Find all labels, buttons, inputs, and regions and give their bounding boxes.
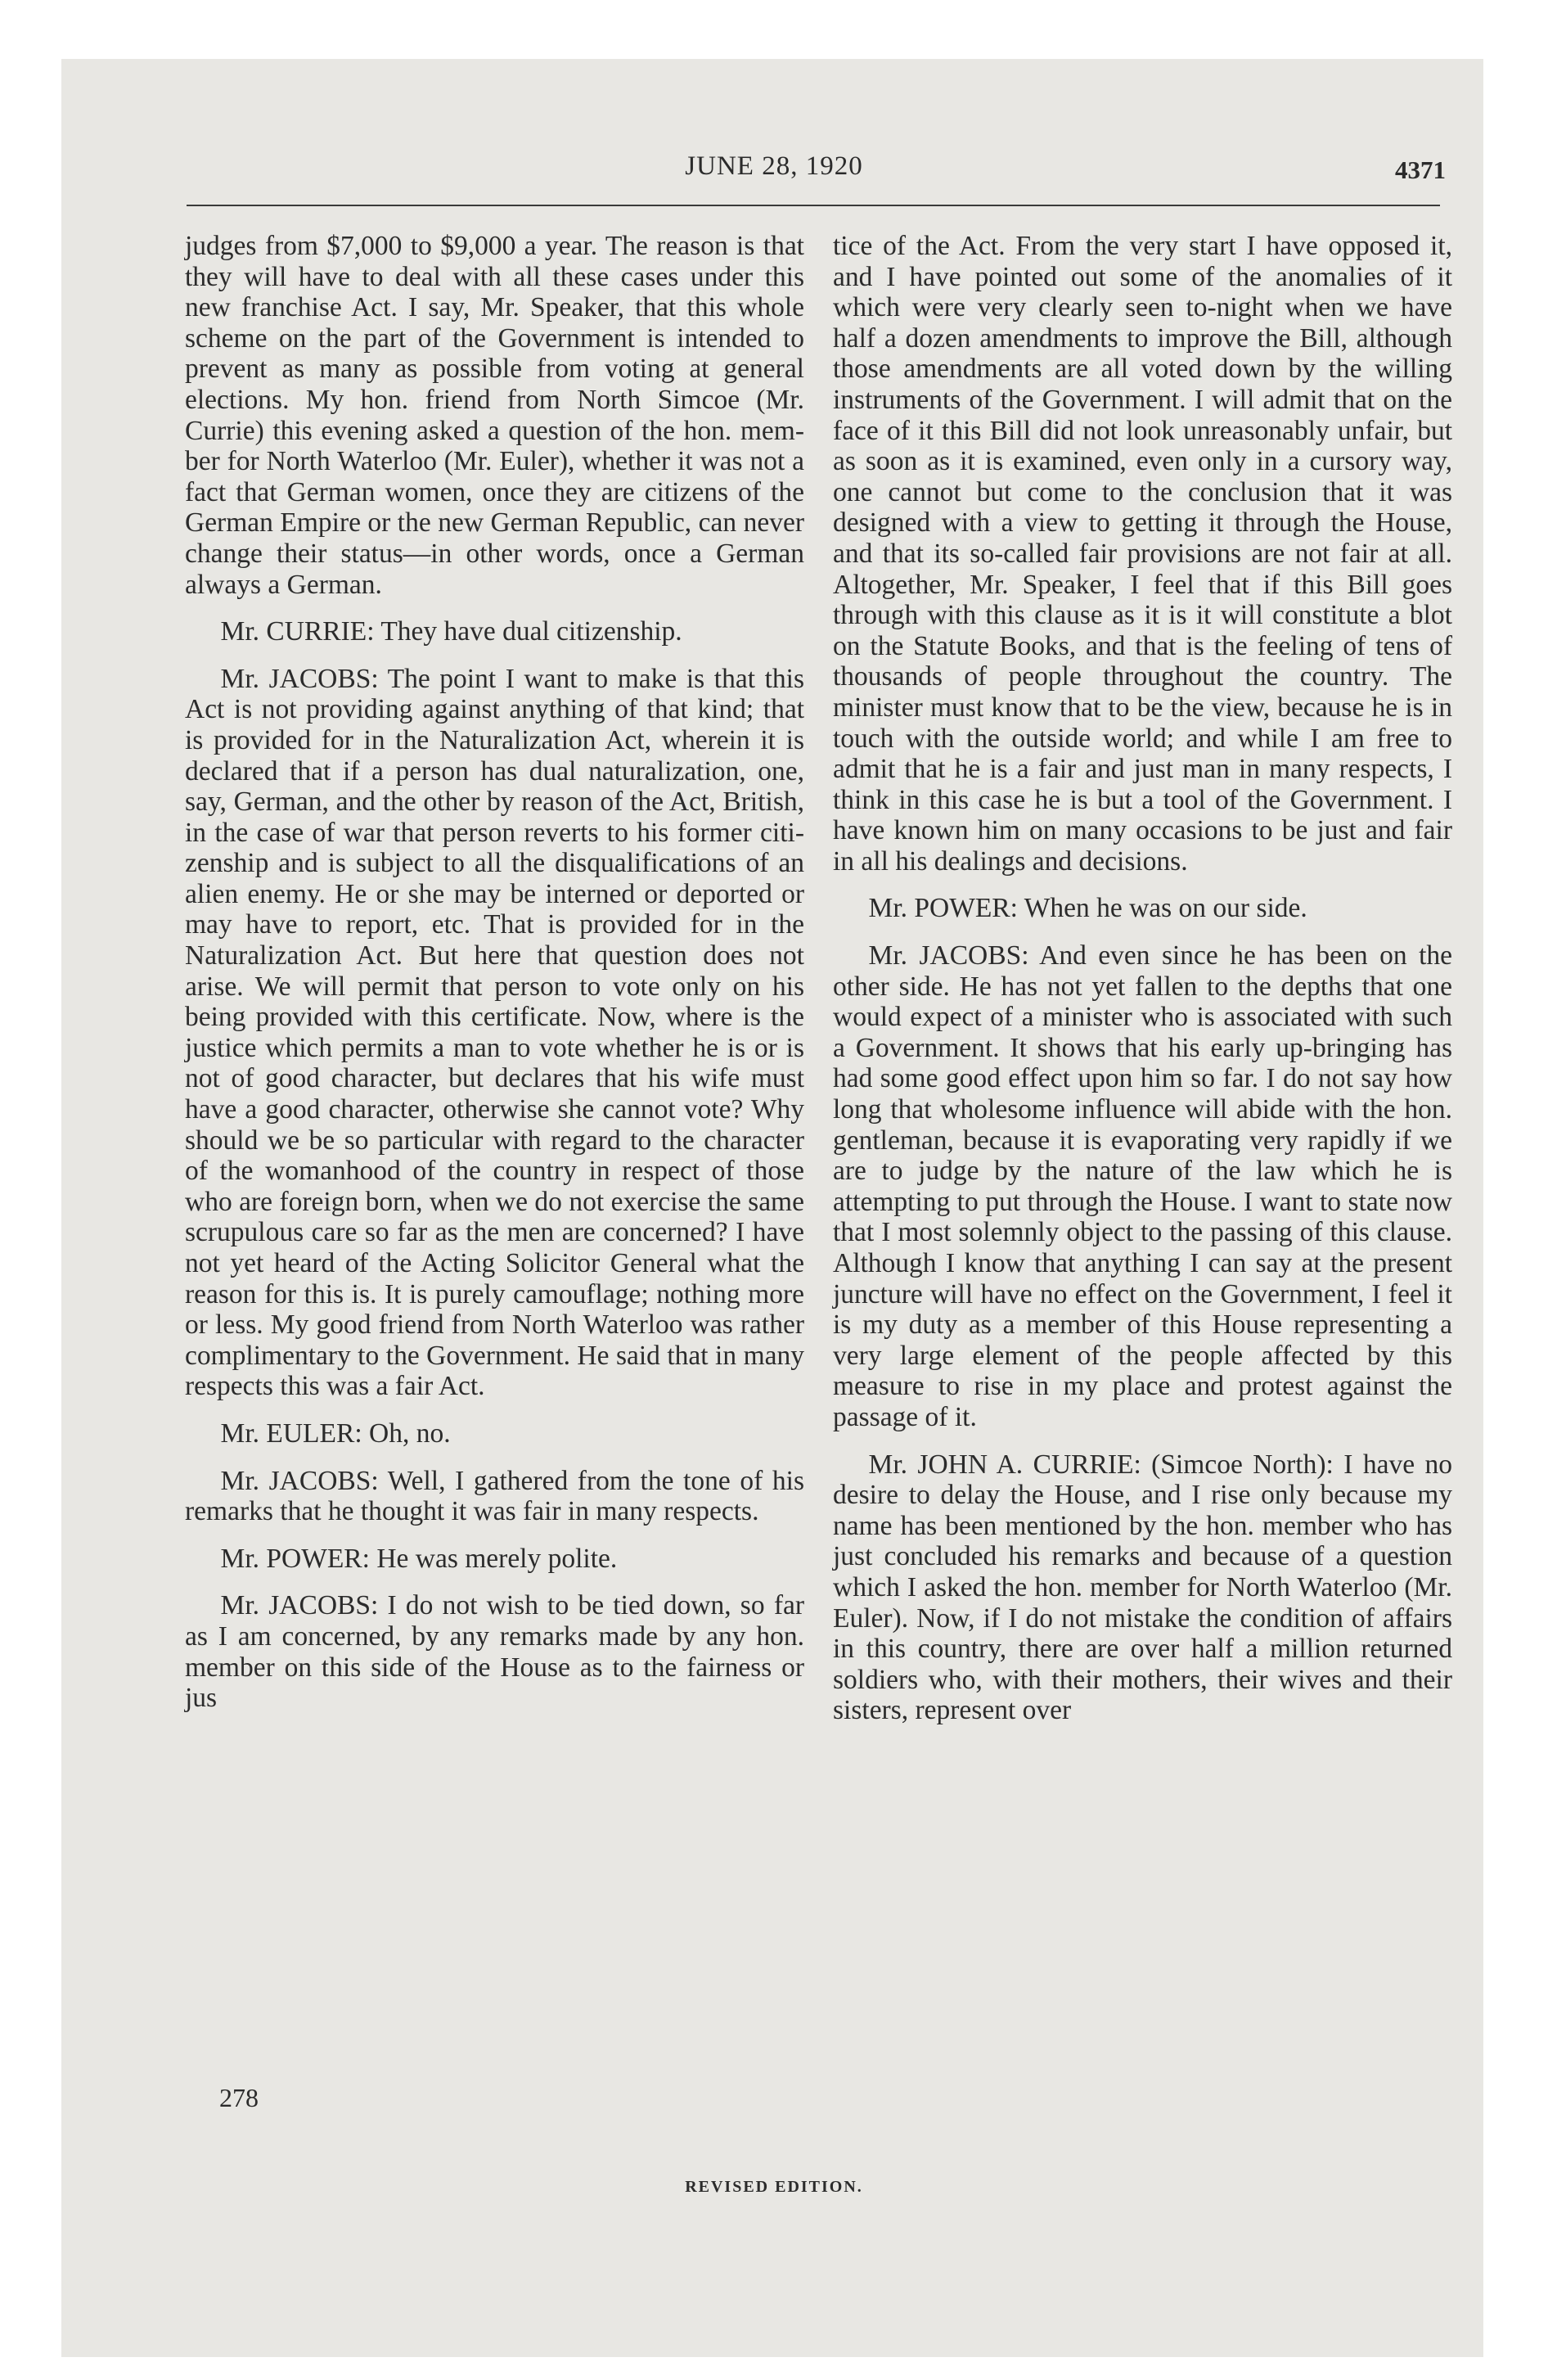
paragraph: Mr. JOHN A. CURRIE: (Simcoe North): I have no desire to delay the House, and I rise only because my name has been mentioned by the hon. member who has just concluded his remarks and because of a question which I asked the hon. member for North Waterloo (Mr. Euler). Now, if I do not mistake the condition of affairs in this country, there are over half a million returned soldiers who, with their mothers, their wives and their sisters, represent over (833, 1449, 1452, 1726)
paragraph: judges from $7,000 to $9,000 a year. The reason is that they will have to deal with all these cases under this new franchise Act. I say, Mr. Speaker, that this whole scheme on the part of the Government is intended to prevent as many as possible from voting at general elections. My hon. friend from North Simcoe (Mr. Currie) this evening asked a question of the hon. member for North Waterloo (Mr. Euler), whether it was not a fact that German women, once they are citizens of the German Empire or the new German Republic, can never change their status—in other words, once a German always a German. (185, 231, 804, 600)
header-rule (187, 205, 1440, 206)
paragraph: Mr. JACOBS: Well, I gathered from the tone of his remarks that he thought it was fair in many respects. (185, 1465, 804, 1527)
paragraph: Mr. JACOBS: And even since he has been on the other side. He has not yet fallen to the depths that one would expect of a minister who is associated with such a Government. It shows that his early up-bringing has had some good effect upon him so far. I do not say how long that wholesome influence will abide with the hon. gentleman, because it is evaporating very rapidly if we are to judge by the nature of the law which he is attempting to put through the House. I want to state now that I most solemnly object to the passing of this clause. Although I know that anything I can say at the present juncture will have no effect on the Government, I feel it is my duty as a member of this House representing a very large element of the people affected by this measure to rise in my place and protest against the passage of it. (833, 940, 1452, 1432)
paragraph: Mr. EULER: Oh, no. (220, 1418, 451, 1449)
paragraph: Mr. JACOBS: I do not wish to be tied down, so far as I am concerned, by any remarks made by any hon. member on this side of the House as to the fairness or jus (185, 1590, 804, 1714)
running-header-date: JUNE 28, 1920 (685, 151, 863, 181)
right-column (833, 231, 1452, 1726)
paragraph: Mr. JACOBS: The point I want to make is that this Act is not providing against anything of that kind; that is provided for in the Naturalization Act, wherein it is declared that if a person has dual naturalization, one, say, German, and the other by reason of the Act, British, in the case of war that person reverts to his former citizenship and is subject to all the disqualifications of an alien enemy. He or she may be interned or deported or may have to report, etc. That is provided for in the Naturalization Act. But here that question does not arise. We will permit that person to vote only on his being provided with this certificate. Now, where is the justice which permits a man to vote whether he is or is not of good character, but declares that his wife must have a good character, otherwise she cannot vote? Why should we be so particular with regard to the character of the womanhood of the country in respect of those who are foreign born, when we do not exercise the same scrupulous care so far as the men are concerned? I have not yet heard of the Acting Solicitor General what the reason for this is. It is purely camouflage; nothing more or less. My good friend from North Waterloo was rather complimentary to the Government. He said that in many respects this was a fair Act. (185, 663, 804, 1402)
paragraph: Mr. POWER: He was merely polite. (220, 1543, 618, 1574)
edition-note: REVISED EDITION. (685, 2178, 863, 2196)
paragraph: Mr. CURRIE: They have dual citizenship. (220, 616, 682, 647)
left-column (185, 231, 804, 1714)
paragraph: Mr. POWER: When he was on our side. (868, 893, 1307, 924)
paragraph: tice of the Act. From the very start I have opposed it, and I have pointed out some of the anomalies of it which were very clearly seen to-night when we have half a dozen amendments to improve the Bill, although those amendments are all voted down by the willing instruments of the Government. I will admit that on the face of it this Bill did not look unreasonably unfair, but as soon as it is examined, even only in a cursory way, one cannot but come to the conclusion that it was designed with a view to getting it through the House, and that its so-called fair provisions are not fair at all. Altogether, Mr. Speaker, I feel that if this Bill goes through with this clause as it is it will constitute a blot on the Statute Books, and that is the feeling of tens of thousands of people throughout the country. The minister must know that to be the view, because he is in touch with the outside world; and while I am free to admit that he is a fair and just man in many respects, I think in this case he is but a tool of the Government. I have known him on many occasions to be just and fair in all his dealings and decisions. (833, 231, 1452, 877)
folio-number: 278 (219, 2083, 259, 2112)
page-number: 4371 (1395, 156, 1446, 184)
